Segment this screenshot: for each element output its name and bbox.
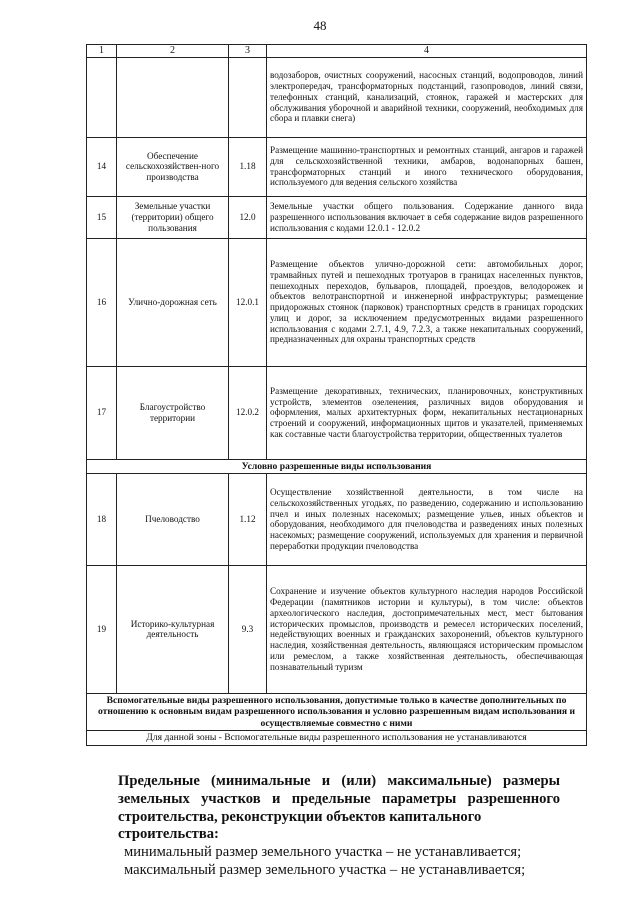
table-row — [87, 238, 587, 366]
row-description: водозаборов, очистных сооружений, насосных станций, водопроводов, линий электропередач, трансформаторных подстанций, газопроводов, линий связи, телефонных станций, канализаций, стоянок, гаражей и мастерских для обслуживания уборочной и аварийной техники, сооружений, необходимых для сбора и плавки снега) — [267, 57, 587, 137]
row-code: 9.3 — [229, 565, 267, 693]
row-name: Благоустройство территории — [117, 366, 229, 459]
conditional-heading-row — [87, 459, 587, 473]
limits-title-line-2: земельных участков и предельные параметры разрешенного — [118, 790, 560, 807]
row-code: 12.0.2 — [229, 366, 267, 459]
table-row — [87, 366, 587, 459]
land-use-table — [86, 44, 587, 746]
row-name: Обеспечение сельскохозяйствен-ного производства — [117, 137, 229, 196]
table-row-continuation — [87, 57, 587, 137]
header-col-3: 3 — [229, 45, 267, 58]
table-header-row — [87, 45, 587, 58]
row-description: Размещение декоративных, технических, планировочных, конструктивных устройств, элементов озеленения, различных видов оборудования и оформления, малых архитектурных форм, некапитальных нестационарных строений и сооружений, информационных щитов и указателей, применяемых как составные части благоустройства территории, общественных туалетов — [267, 366, 587, 459]
header-col-2: 2 — [117, 45, 229, 58]
table-row — [87, 565, 587, 693]
row-code: 12.0 — [229, 196, 267, 238]
row-description: Размещение объектов улично-дорожной сети: автомобильных дорог, трамвайных путей и пешеходных тротуаров в границах населенных пунктов, пешеходных переходов, бульваров, площадей, проездов, велодорожек и объектов велотранспортной и инженерной инфраструктуры; размещение придорожных стоянок (парковок) транспортных средств в границах городских улиц и дорог, за исключением предусмотренных видами разрешенного использования с кодами 2.7.1, 4.9, 7.2.3, а также некапитальных сооружений, предназначенных для охраны транспортных средств — [267, 238, 587, 366]
row-number: 19 — [87, 565, 117, 693]
header-col-4: 4 — [267, 45, 587, 58]
page-number: 48 — [313, 18, 327, 33]
row-name: Улично-дорожная сеть — [117, 238, 229, 366]
row-number: 18 — [87, 473, 117, 565]
auxiliary-note: Для данной зоны - Вспомогательные виды разрешенного использования не устанавливаются — [87, 731, 587, 745]
max-size-item: максимальный размер земельного участка – не устанавливается; — [124, 861, 526, 878]
auxiliary-note-row — [87, 731, 587, 745]
row-description: Размещение машинно-транспортных и ремонтных станций, ангаров и гаражей для сельскохозяйственной техники, амбаров, водонапорных башен, трансформаторных станций и иного технического оборудования, используемого для ведения сельского хозяйства — [267, 137, 587, 196]
row-code: 12.0.1 — [229, 238, 267, 366]
row-name: Историко-культурная деятельность — [117, 565, 229, 693]
row-number: 14 — [87, 137, 117, 196]
row-number: 15 — [87, 196, 117, 238]
header-col-1: 1 — [87, 45, 117, 58]
row-number: 16 — [87, 238, 117, 366]
row-description: Сохранение и изучение объектов культурного наследия народов Российской Федерации (памятников истории и культуры), в том числе: объектов археологического наследия, достопримечательных мест, мест бытования исторических промыслов, производств и ремесел исторических поселений, недействующих военных и гражданских захоронений, объектов культурного наследия, хозяйственная деятельность, являющаяся историческим промыслом или ремеслом, а также хозяйственная деятельность, обеспечивающая познавательный туризм — [267, 565, 587, 693]
section-heading: Вспомогательные виды разрешенного использования, допустимые только в качестве дополнительных по отношению к основным видам разрешенного использования и условно разрешенным видам использования и осуществляемые совместно с ними — [87, 693, 587, 731]
row-code: 1.12 — [229, 473, 267, 565]
limits-section — [118, 773, 560, 880]
row-description: Осуществление хозяйственной деятельности, в том числе на сельскохозяйственных угодьях, по разведению, содержанию и использованию пчел и иных полезных насекомых; размещение ульев, иных объектов и оборудования, необходимого для пчеловодства и разведениях иных полезных насекомых; размещение сооружений, используемых для хранения и первичной переработки продукции пчеловодства — [267, 473, 587, 565]
table-row — [87, 137, 587, 196]
row-name: Пчеловодство — [117, 473, 229, 565]
table-row — [87, 473, 587, 565]
section-heading: Условно разрешенные виды использования — [87, 459, 587, 473]
limits-title-line-1: Предельные (минимальные и (или) максимальные) размеры — [118, 773, 560, 789]
row-code: 1.18 — [229, 137, 267, 196]
row-name: Земельные участки (территории) общего пользования — [117, 196, 229, 238]
auxiliary-heading-row — [87, 693, 587, 731]
min-size-item: минимальный размер земельного участка – не устанавливается; — [124, 844, 522, 861]
row-number: 17 — [87, 366, 117, 459]
limits-title-line-3: строительства, реконструкции объектов капитального строительства: — [118, 808, 482, 843]
row-description: Земельные участки общего пользования. Содержание данного вида разрешенного использования включает в себя содержание видов разрешенного использования с кодами 12.0.1 - 12.0.2 — [267, 196, 587, 238]
table-row — [87, 196, 587, 238]
